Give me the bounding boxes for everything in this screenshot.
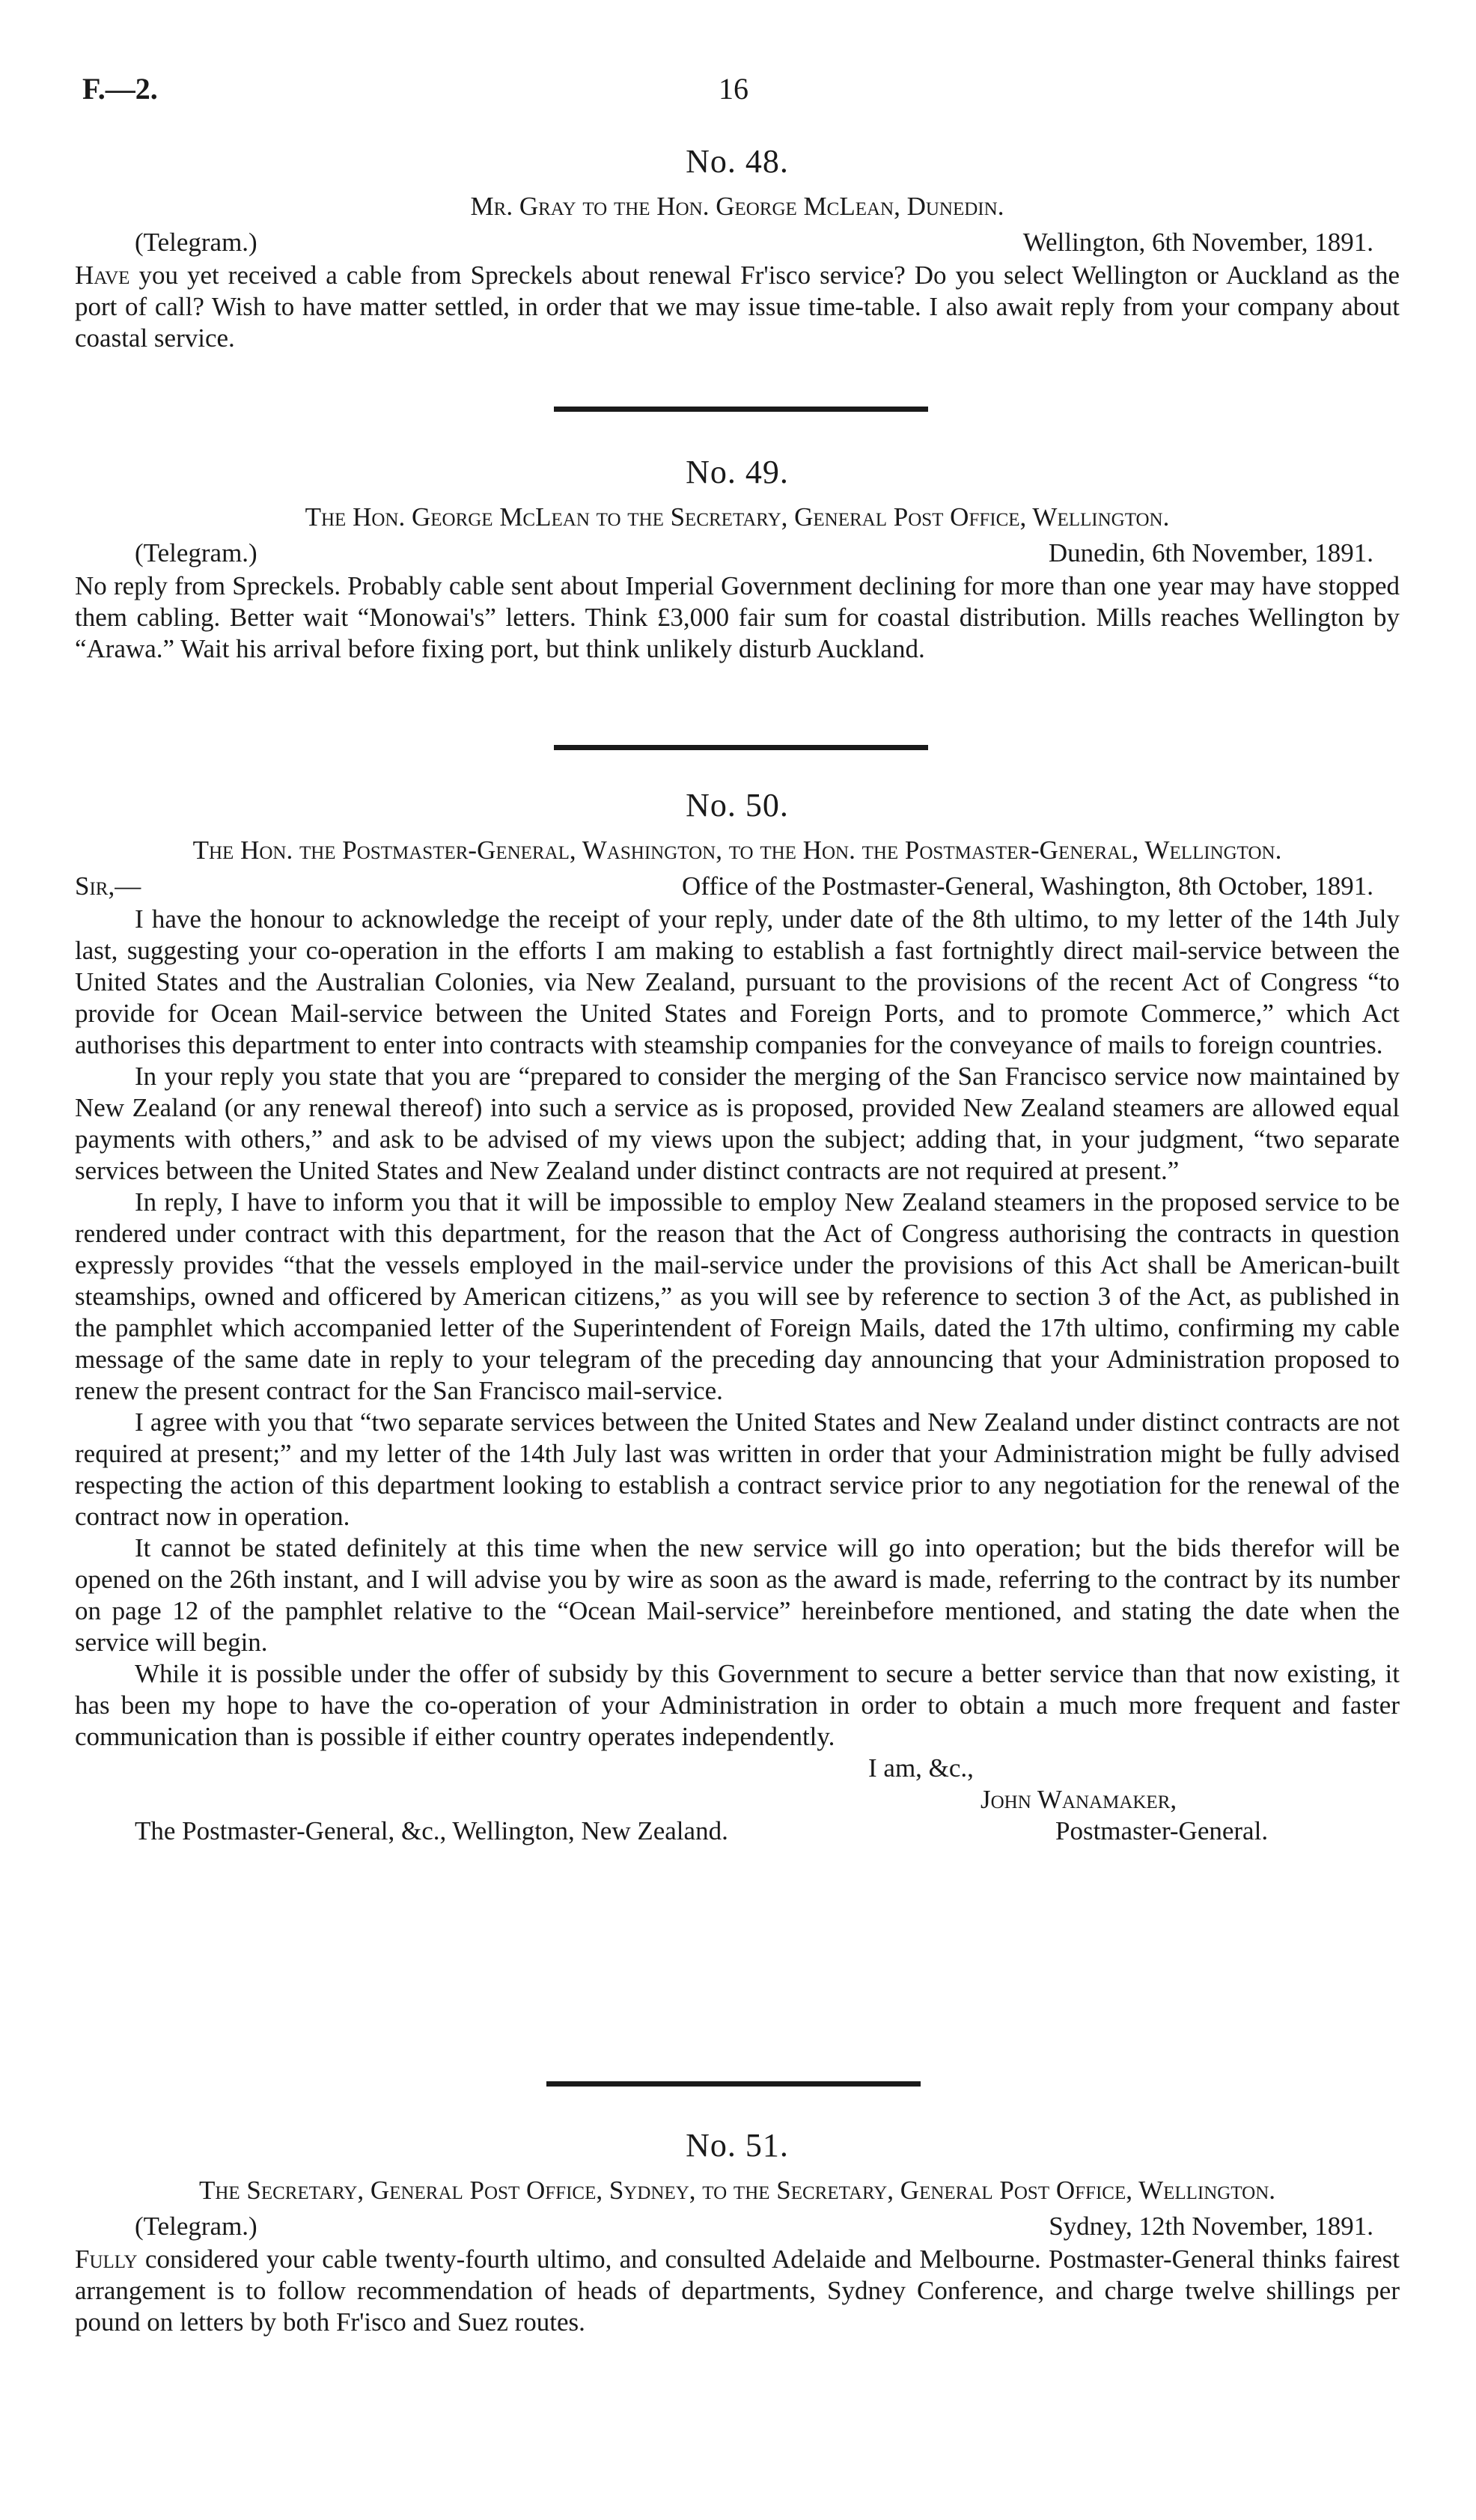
section-49 [75, 453, 1400, 665]
section-50 [75, 786, 1400, 1847]
section-heading: The Hon. the Postmaster-General, Washington, to the Hon. the Postmaster-General, Wellington. [192, 835, 1282, 865]
section-body [75, 260, 1400, 354]
paragraph: I agree with you that “two separate services between the United States and New Zealand under distinct contracts are not required at present;” and my letter of the 14th July last was written in order that your Administration might be fully advised respecting the action of this department looking to establish a contract service prior to any negotiation for the renewal of the contract now in operation. [75, 1407, 1400, 1531]
message-type: (Telegram.) [135, 2211, 257, 2241]
section-divider [546, 2081, 921, 2087]
paragraph: In your reply you state that you are “prepared to consider the merging of the San Francisco service now maintained by New Zealand (or any renewal thereof) into such a service as is proposed, provided New Zealand steamers are allowed equal payments with others,” and ask to be advised of my views upon the subject; adding that, in your judgment, “two separate services between the United States and New Zealand under distinct contracts are not required at present.” [75, 1061, 1400, 1185]
section-divider [554, 407, 928, 412]
section-heading: Mr. Gray to the Hon. George McLean, Dunedin. [470, 191, 1004, 221]
paragraph: In reply, I have to inform you that it will be impossible to employ New Zealand steamers in the proposed service to be rendered under contract with this department, for the reason that the Act of Congress authorising the contracts in question expressly provides “that the vessels employed in the mail-service under the provisions of this Act shall be American-built steamships, owned and officered by American citizens,” as you will see by reference to section 3 of the Act, as published in the pamphlet which accompanied letter of the Superintendent of Foreign Mails, dated the 17th ultimo, confirming my cable message of the same date in reply to your telegram of the preceding day announcing that your Administration proposed to renew the present contract for the San Francisco mail-service. [75, 1187, 1400, 1405]
lead-word: Fully [75, 2244, 138, 2274]
section-body [75, 2244, 1400, 2338]
signatory-row [75, 1784, 1400, 1816]
salutation: Sir,— [75, 871, 141, 901]
section-number: No. 50. [686, 787, 789, 824]
body-text: you yet received a cable from Spreckels about renewal Fr'isco service? Do you select Wellington or Auckland as the port of call? Wish to have matter settled, in order that we may issue time-table. I also await reply from your company about coastal service. [75, 260, 1400, 353]
section-51 [75, 2126, 1400, 2338]
section-heading: The Hon. George McLean to the Secretary, General Post Office, Wellington. [305, 502, 1170, 532]
section-number: No. 49. [686, 454, 789, 490]
place-date: Wellington, 6th November, 1891. [1022, 227, 1373, 257]
lead-word: Have [75, 260, 130, 290]
section-meta [75, 227, 1400, 260]
place-date: Office of the Postmaster-General, Washington, 8th October, 1891. [682, 871, 1373, 901]
signatory: John Wanamaker, [981, 1784, 1177, 1814]
document-reference: F.—2. [82, 72, 158, 106]
section-meta [75, 2211, 1400, 2244]
section-body: No reply from Spreckels. Probably cable sent about Imperial Government declining for more than one year may have stopped them cabling. Better wait “Monowai's” letters. Think £3,000 fair sum for coastal distribution. Mills reaches Wellington by “Arawa.” Wait his arrival before fixing port, but think unlikely disturb Auckland. [75, 570, 1400, 663]
place-date: Sydney, 12th November, 1891. [1049, 2211, 1373, 2241]
closing: I am, &c., [868, 1753, 974, 1783]
section-meta [75, 871, 1400, 904]
paragraph: I have the honour to acknowledge the receipt of your reply, under date of the 8th ultimo, to my letter of the 14th July last, suggesting your co-operation in the efforts I am making to establish a fast fortnightly direct mail-service between the United States and the Australian Colonies, via New Zealand, pursuant to the provisions of the recent Act of Congress “to provide for Ocean Mail-service between the United States and Foreign Ports, and to promote Commerce,” which Act authorises this department to enter into contracts with steamship companies for the conveyance of mails to foreign countries. [75, 904, 1400, 1059]
paragraph: It cannot be stated definitely at this time when the new service will go into operation; but the bids therefor will be opened on the 26th instant, and I will advise you by wire as soon as the award is made, referring to the contract by its number on page 12 of the pamphlet relative to the “Ocean Mail-service” hereinbefore mentioned, and stating the date when the service will begin. [75, 1533, 1400, 1657]
place-date: Dunedin, 6th November, 1891. [1048, 538, 1373, 567]
section-48 [75, 142, 1400, 354]
page-number: 16 [719, 72, 748, 106]
section-heading: The Secretary, General Post Office, Sydney, to the Secretary, General Post Office, Wellington. [198, 2175, 1276, 2205]
paragraph: While it is possible under the offer of subsidy by this Government to secure a better service than that now existing, it has been my hope to have the co-operation of your Administration in order to obtain a much more frequent and faster communication than is possible if either country operates independently. [75, 1658, 1400, 1751]
addressee-row [75, 1816, 1400, 1847]
message-type: (Telegram.) [135, 538, 257, 567]
addressee: The Postmaster-General, &c., Wellington, New Zealand. [135, 1816, 728, 1845]
closing-row [75, 1753, 1400, 1784]
section-number: No. 48. [686, 143, 789, 180]
section-number: No. 51. [686, 2127, 789, 2164]
section-divider [554, 745, 928, 750]
body-text: considered your cable twenty-fourth ultimo, and consulted Adelaide and Melbourne. Postmaster-General thinks fairest arrangement is to follow recommendation of heads of departments, Sydney Conference, and charge twelve shillings per pound on letters by both Fr'isco and Suez routes. [75, 2244, 1400, 2337]
message-type: (Telegram.) [135, 227, 257, 257]
signatory-title: Postmaster-General. [1055, 1816, 1269, 1845]
section-meta [75, 538, 1400, 570]
